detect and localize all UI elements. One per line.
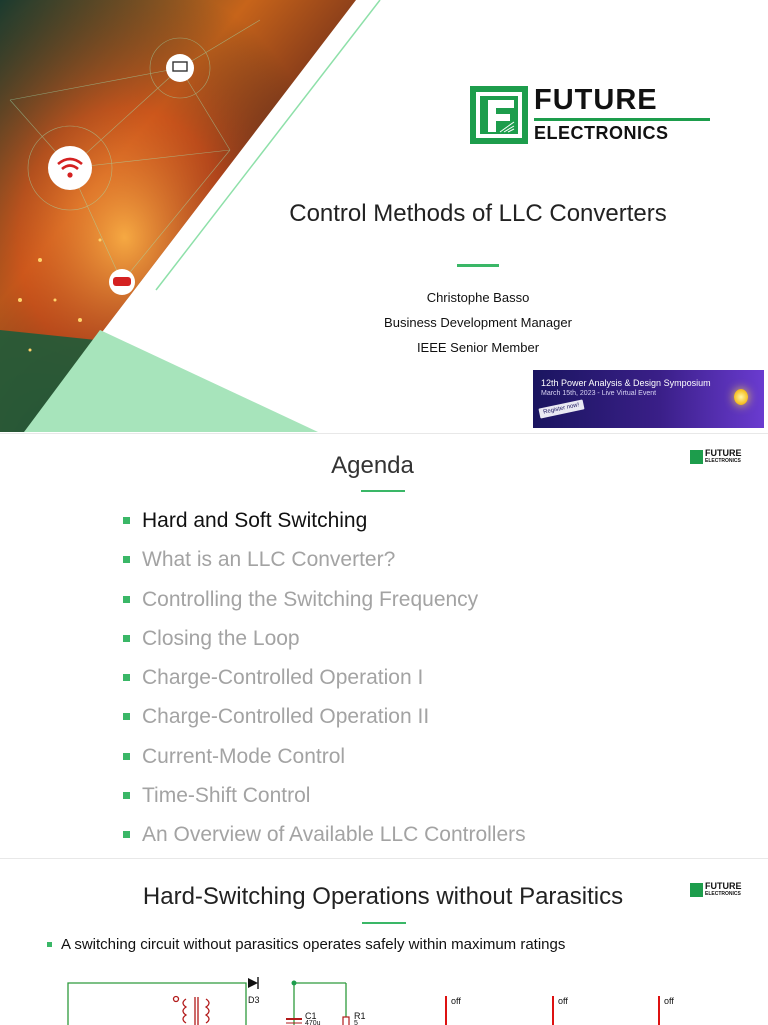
title-accent-line xyxy=(362,922,406,924)
logo-f-mark-icon xyxy=(470,86,530,144)
capacitor-label: C1 xyxy=(305,1011,317,1021)
slide-title: Agenda xyxy=(331,452,414,479)
diode-label: D3 xyxy=(248,995,260,1005)
lightbulb-icon xyxy=(734,389,748,405)
logo-wordmark-future: FUTURE xyxy=(705,881,742,891)
waveform-trace xyxy=(445,996,447,1025)
author-name: Christophe Basso xyxy=(426,290,530,305)
symposium-banner[interactable] xyxy=(533,370,764,428)
logo-wordmark-electronics: ELECTRONICS xyxy=(705,458,741,464)
waveform-label: off xyxy=(451,996,461,1006)
agenda-item: Charge-Controlled Operation I xyxy=(122,663,526,702)
logo-wordmark-future: FUTURE xyxy=(534,84,658,116)
logo-wordmark-electronics: ELECTRONICS xyxy=(534,123,669,143)
agenda-list xyxy=(122,506,526,858)
presentation-title: Control Methods of LLC Converters xyxy=(289,200,667,227)
resistor-label: R1 xyxy=(354,1011,366,1021)
logo-wordmark-future: FUTURE xyxy=(705,448,742,458)
logo-divider xyxy=(534,118,710,121)
banner-subline: March 15th, 2023 - Live Virtual Event xyxy=(541,390,657,397)
agenda-item: An Overview of Available LLC Controllers xyxy=(122,820,526,858)
waveform-label: off xyxy=(664,996,674,1006)
agenda-item: Controlling the Switching Frequency xyxy=(122,585,526,624)
author-membership: IEEE Senior Member xyxy=(416,340,540,355)
agenda-item: Time-Shift Control xyxy=(122,781,526,820)
waveform-trace xyxy=(658,996,660,1025)
capacitor-value: 470u xyxy=(305,1020,321,1025)
title-accent-line xyxy=(361,490,405,492)
agenda-item: Current-Mode Control xyxy=(122,742,526,781)
waveform-marker xyxy=(552,996,582,1025)
waveform-trace xyxy=(552,996,554,1025)
waveform-marker xyxy=(445,996,475,1025)
agenda-slide xyxy=(0,433,768,858)
logo-wordmark-electronics: ELECTRONICS xyxy=(705,891,741,897)
agenda-item: Hard and Soft Switching xyxy=(122,506,526,545)
title-slide xyxy=(0,0,768,432)
title-accent-line xyxy=(457,264,499,267)
author-role: Business Development Manager xyxy=(384,315,572,330)
bullet-text: A switching circuit without parasitics operates safely within maximum ratings xyxy=(47,936,565,953)
register-button[interactable]: Register now! xyxy=(538,399,584,418)
banner-headline: 12th Power Analysis & Design Symposium xyxy=(541,378,711,388)
agenda-item: What is an LLC Converter? xyxy=(122,545,526,584)
waveform-marker xyxy=(658,996,688,1025)
slide-title: Hard-Switching Operations without Parasitics xyxy=(142,883,624,910)
waveform-label: off xyxy=(558,996,568,1006)
hard-switching-slide xyxy=(0,858,768,1025)
switching-circuit-schematic xyxy=(60,969,380,1025)
agenda-item: Closing the Loop xyxy=(122,624,526,663)
resistor-value: 5 xyxy=(354,1020,358,1025)
agenda-item: Charge-Controlled Operation II xyxy=(122,702,526,741)
